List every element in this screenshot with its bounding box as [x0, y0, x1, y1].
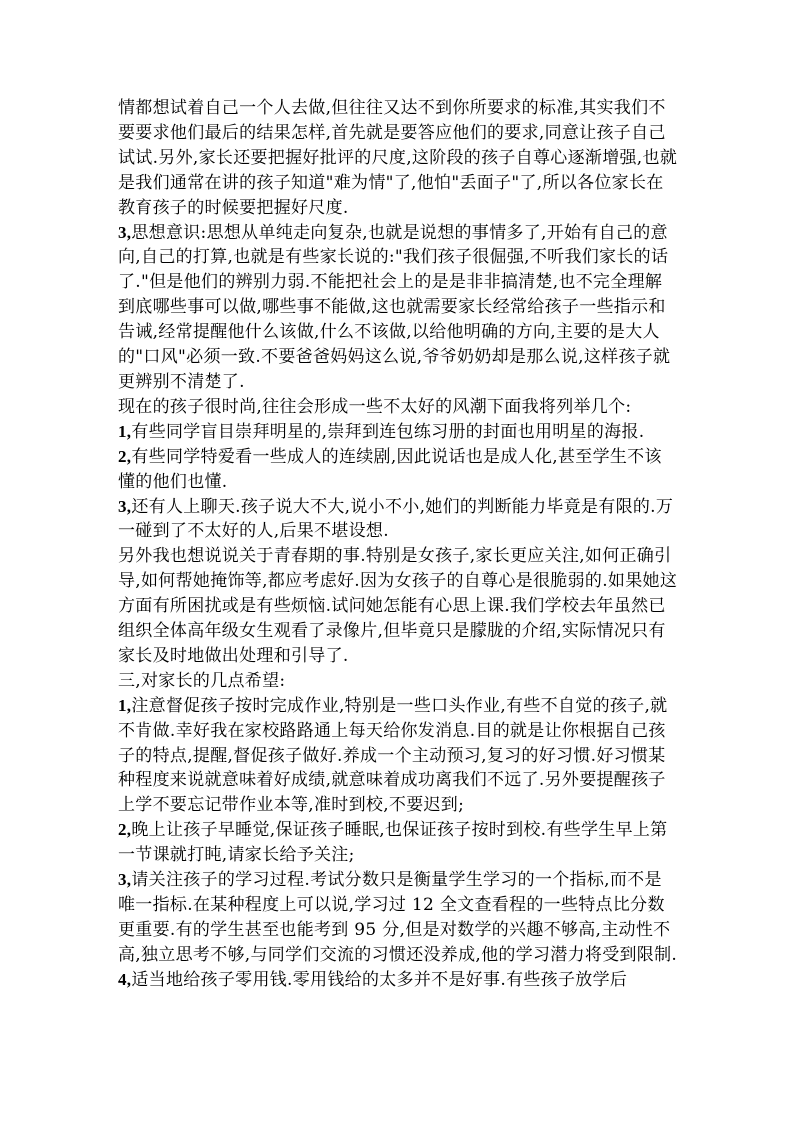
list-item	[118, 495, 678, 545]
list-number: 3,	[118, 870, 132, 890]
list-item-text: 注意督促孩子按时完成作业,特别是一些口头作业,有些不自觉的孩子,就不肯做.幸好我在家校路路通上每天给你发消息.目的就是让你根据自己孩子的特点,提醒,督促孩子做好.养成一个主动预习,复习的好习惯.好习惯某种程度来说就意味着好成绩,就意味着成功离我们不远了.另外要提醒孩子上学不要忘记带作业本等,准时到校,不要迟到;	[118, 695, 668, 816]
list-number: 2,	[118, 446, 132, 466]
list-item	[118, 694, 678, 819]
list-item-text: 请关注孩子的学习过程.考试分数只是衡量学生学习的一个指标,而不是唯一指标.在某种程度上可以说,学习过 12 全文查看程的一些特点比分数更重要.有的学生甚至也能考到 95 分,但是对数学的兴趣不够高,主动性不高,独立思考不够,与同学们交流的习惯还没养成,他的学习潜力将受到限制.	[118, 870, 678, 965]
document-body	[118, 96, 678, 993]
list-item-text: 有些同学盲目崇拜明星的,崇拜到连包练习册的封面也用明星的海报.	[131, 421, 645, 442]
paragraph-text: 现在的孩子很时尚,往往会形成一些不太好的风潮下面我将列举几个:	[118, 396, 632, 417]
list-number: 4,	[118, 969, 132, 989]
list-item	[118, 818, 678, 868]
list-item	[118, 420, 678, 445]
list-item-text: 思想意识:思想从单纯走向复杂,也就是说想的事情多了,开始有自己的意向,自己的打算,也就是有些家长说的:"我们孩子很倔强,不听我们家长的话了."但是他们的辨别力弱.不能把社会上的是是非非搞清楚,也不完全理解到底哪些事可以做,哪些事不能做,这也就需要家长经常给孩子一些指示和告诫,经常提醒他什么该做,什么不该做,以给他明确的方向,主要的是大人的"口风"必须一致.不要爸爸妈妈这么说,爷爷奶奶却是那么说,这样孩子就更辨别不清楚了.	[118, 222, 671, 392]
list-number: 2,	[118, 820, 132, 840]
list-item	[118, 445, 678, 495]
section-heading-text: 三,对家长的几点希望:	[118, 670, 286, 691]
list-number: 1,	[118, 421, 132, 441]
list-item	[118, 221, 678, 395]
list-item-text: 晚上让孩子早睡觉,保证孩子睡眠,也保证孩子按时到校.有些学生早上第一节课就打盹,请家长给予关注;	[118, 820, 668, 866]
list-number: 1,	[118, 695, 132, 715]
list-number: 3,	[118, 496, 132, 516]
list-item	[118, 868, 678, 968]
paragraph	[118, 395, 678, 420]
list-item-text: 还有人上聊天.孩子说大不大,说小不小,她们的判断能力毕竟是有限的.万一碰到了不太好的人,后果不堪设想.	[118, 496, 674, 542]
list-item-text: 有些同学特爱看一些成人的连续剧,因此说话也是成人化,甚至学生不该懂的他们也懂.	[118, 446, 662, 492]
list-number: 3,	[118, 222, 132, 242]
list-item-text: 适当地给孩子零用钱.零用钱给的太多并不是好事.有些孩子放学后	[131, 969, 628, 990]
paragraph-text: 情都想试着自己一个人去做,但往往又达不到你所要求的标准,其实我们不要要求他们最后的结果怎样,首先就是要答应他们的要求,同意让孩子自己试试.另外,家长还要把握好批评的尺度,这阶段的孩子自尊心逐渐增强,也就是我们通常在讲的孩子知道"难为情"了,他怕"丢面子"了,所以各位家长在教育孩子的时候要把握好尺度.	[118, 98, 678, 218]
list-item	[118, 968, 678, 993]
section-heading	[118, 669, 678, 694]
paragraph	[118, 544, 678, 669]
paragraph-text: 另外我也想说说关于青春期的事.特别是女孩子,家长更应关注,如何正确引导,如何帮她掩饰等,都应考虑好.因为女孩子的自尊心是很脆弱的.如果她这方面有所困扰或是有些烦恼.试问她怎能有心思上课.我们学校去年虽然已组织全体高年级女生观看了录像片,但毕竟只是朦胧的介绍,实际情况只有家长及时地做出处理和引导了.	[118, 546, 678, 666]
paragraph	[118, 96, 678, 221]
